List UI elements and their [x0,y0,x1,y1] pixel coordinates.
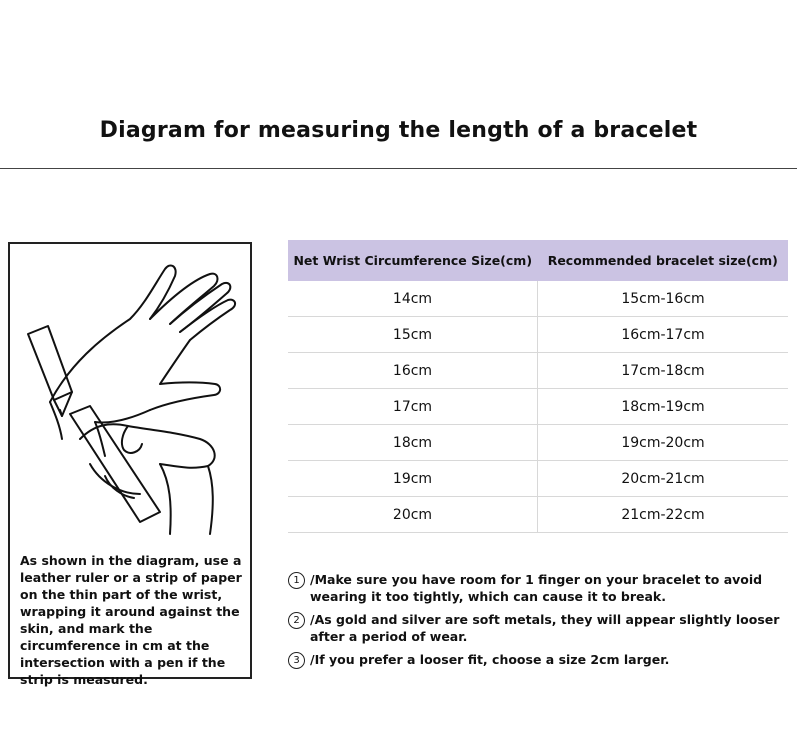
bracelet-size-cell: 15cm-16cm [538,281,789,317]
bracelet-size-cell: 16cm-17cm [538,317,789,353]
table-row [288,389,788,425]
measuring-diagram-panel [8,242,252,687]
wrist-size-cell: 18cm [288,425,538,461]
table-row [288,497,788,533]
sizing-notes [288,571,783,674]
bracelet-size-cell: 18cm-19cm [538,389,789,425]
diagram-caption: As shown in the diagram, use a leather ruler or a strip of paper on the thin part of the wrist, wrapping it around against the skin, and mark the circumference in cm at the intersection with a pen if the strip is measured. [20,553,242,687]
title-divider [0,168,797,169]
note-text: /As gold and silver are soft metals, they will appear slightly looser after a period of wear. [310,612,780,644]
table-row [288,425,788,461]
table-row [288,353,788,389]
wrist-size-cell: 16cm [288,353,538,389]
header-bracelet-size: Recommended bracelet size(cm) [538,240,789,281]
size-chart-table [288,240,788,533]
wrist-size-cell: 14cm [288,281,538,317]
bracelet-size-cell: 21cm-22cm [538,497,789,533]
bracelet-size-cell: 20cm-21cm [538,461,789,497]
note-text: /If you prefer a looser fit, choose a size 2cm larger. [310,652,670,667]
table-header-row [288,240,788,281]
circled-number-icon: 1 [288,572,305,589]
page-title: Diagram for measuring the length of a bracelet [99,118,698,143]
table-row [288,461,788,497]
table-row [288,317,788,353]
hand-measuring-illustration [10,244,250,544]
bracelet-size-cell: 17cm-18cm [538,353,789,389]
circled-number-icon: 2 [288,612,305,629]
circled-number-icon: 3 [288,652,305,669]
wrist-size-cell: 20cm [288,497,538,533]
note-item [288,611,783,645]
header-wrist-size: Net Wrist Circumference Size(cm) [288,240,538,281]
wrist-size-cell: 19cm [288,461,538,497]
wrist-size-cell: 15cm [288,317,538,353]
note-item [288,651,783,668]
bracelet-size-cell: 19cm-20cm [538,425,789,461]
note-text: /Make sure you have room for 1 finger on your bracelet to avoid wearing it too tightly, which can cause it to break. [310,572,763,604]
wrist-size-cell: 17cm [288,389,538,425]
note-item [288,571,783,605]
table-row [288,281,788,317]
